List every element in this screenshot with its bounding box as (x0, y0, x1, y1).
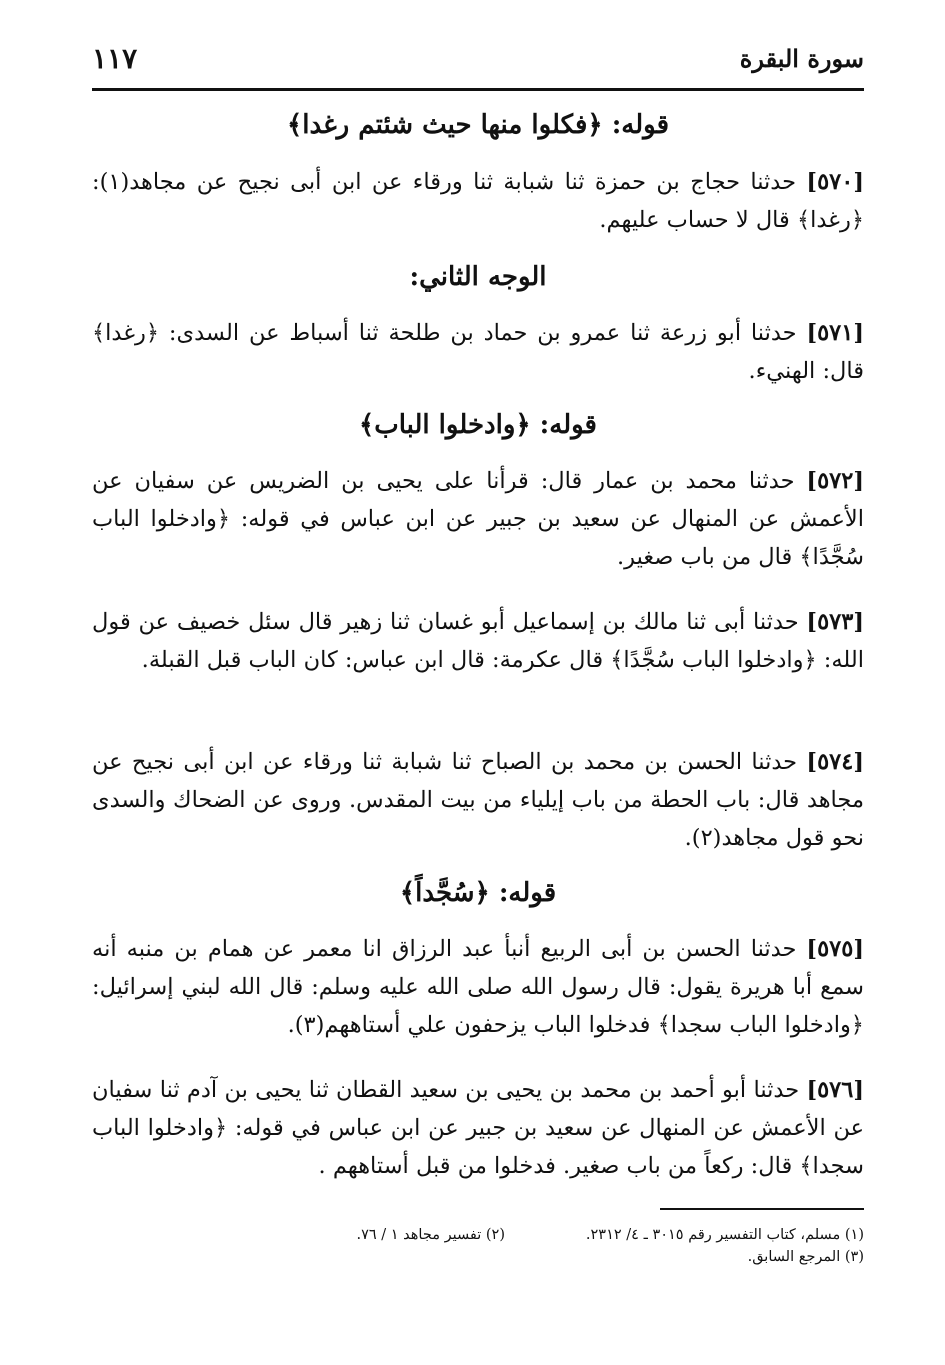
paragraph-number: [٥٧٢] (806, 468, 864, 494)
paragraph-576 (92, 1071, 864, 1185)
footnote-2: (٢) تفسير مجاهد ١ / ٧٦. (356, 1227, 505, 1243)
footnote-rule (660, 1208, 864, 1210)
section-heading-2: الوجه الثاني: (409, 262, 547, 292)
paragraph-572 (92, 462, 864, 576)
paragraph-text: حدثنا أبى ثنا مالك بن إسماعيل أبو غسان ثنا زهير قال سئل خصيف عن قول الله: ﴿وادخلوا الباب سُجَّدًا﴾ قال عكرمة: قال ابن عباس: كان الباب قبل القبلة. (92, 609, 864, 673)
section-heading-4: قوله: ﴿سُجَّداً﴾ (399, 878, 557, 908)
paragraph-575 (92, 930, 864, 1044)
running-title: سورة البقرة (739, 44, 864, 73)
paragraph-text: حدثنا محمد بن عمار قال: قرأنا على يحيى بن الضريس عن سفيان عن الأعمش عن المنهال عن سعيد بن جبير عن ابن عباس في قوله: ﴿وادخلوا الباب سُجَّدًا﴾ قال من باب صغير. (92, 468, 864, 570)
paragraph-571 (92, 314, 864, 390)
paragraph-text: حدثنا الحسن بن محمد بن الصباح ثنا شبابة ثنا ورقاء عن ابن أبى نجيح عن مجاهد قال: باب الحطة من باب إيلياء من بيت المقدس. وروى عن الضحاك والسدى نحو قول مجاهد(٢). (92, 749, 864, 851)
paragraph-573 (92, 603, 864, 679)
paragraph-number: [٥٧٤] (806, 749, 864, 775)
paragraph-574 (92, 743, 864, 857)
header-rule (92, 88, 864, 91)
section-heading-3: قوله: ﴿وادخلوا الباب﴾ (359, 410, 597, 440)
paragraph-number: [٥٧٠] (806, 169, 864, 195)
page-number: ١١٧ (92, 42, 138, 75)
paragraph-number: [٥٧٣] (806, 609, 864, 635)
paragraph-text: حدثنا حجاج بن حمزة ثنا شبابة ثنا ورقاء عن ابن أبى نجيح عن مجاهد(١): ﴿رغدا﴾ قال لا حساب عليهم. (92, 169, 864, 233)
paragraph-number: [٥٧٥] (806, 936, 864, 962)
footnote-3: (٣) المرجع السابق. (747, 1249, 864, 1265)
section-heading-1: قوله: ﴿فكلوا منها حيث شئتم رغدا﴾ (286, 110, 670, 140)
paragraph-number: [٥٧١] (806, 320, 865, 346)
paragraph-text: حدثنا أبو زرعة ثنا عمرو بن حماد بن طلحة ثنا أسباط عن السدى: ﴿رغدا﴾ قال: الهنيء. (92, 320, 864, 384)
page-header (92, 40, 864, 88)
paragraph-number: [٥٧٦] (806, 1077, 865, 1103)
footnote-1: (١) مسلم، كتاب التفسير رقم ٣٠١٥ ـ ٤/ ٢٣١٢. (585, 1227, 864, 1243)
paragraph-text: حدثنا الحسن بن أبى الربيع أنبأ عبد الرزاق انا معمر عن همام بن منبه أنه سمع أبا هريرة يقول: قال رسول الله صلى الله عليه وسلم: قال الله لبني إسرائيل: ﴿وادخلوا الباب سجدا﴾ فدخلوا الباب يزحفون علي أستاههم(٣). (92, 936, 864, 1038)
paragraph-570 (92, 163, 864, 239)
paragraph-text: حدثنا أبو أحمد بن محمد بن يحيى بن سعيد القطان ثنا يحيى بن آدم ثنا سفيان عن الأعمش عن المنهال عن سعيد بن جبير عن ابن عباس في قوله: ﴿وادخلوا الباب سجدا﴾ قال: ركعاً من باب صغير. فدخلوا من قبل أستاههم . (92, 1077, 864, 1179)
